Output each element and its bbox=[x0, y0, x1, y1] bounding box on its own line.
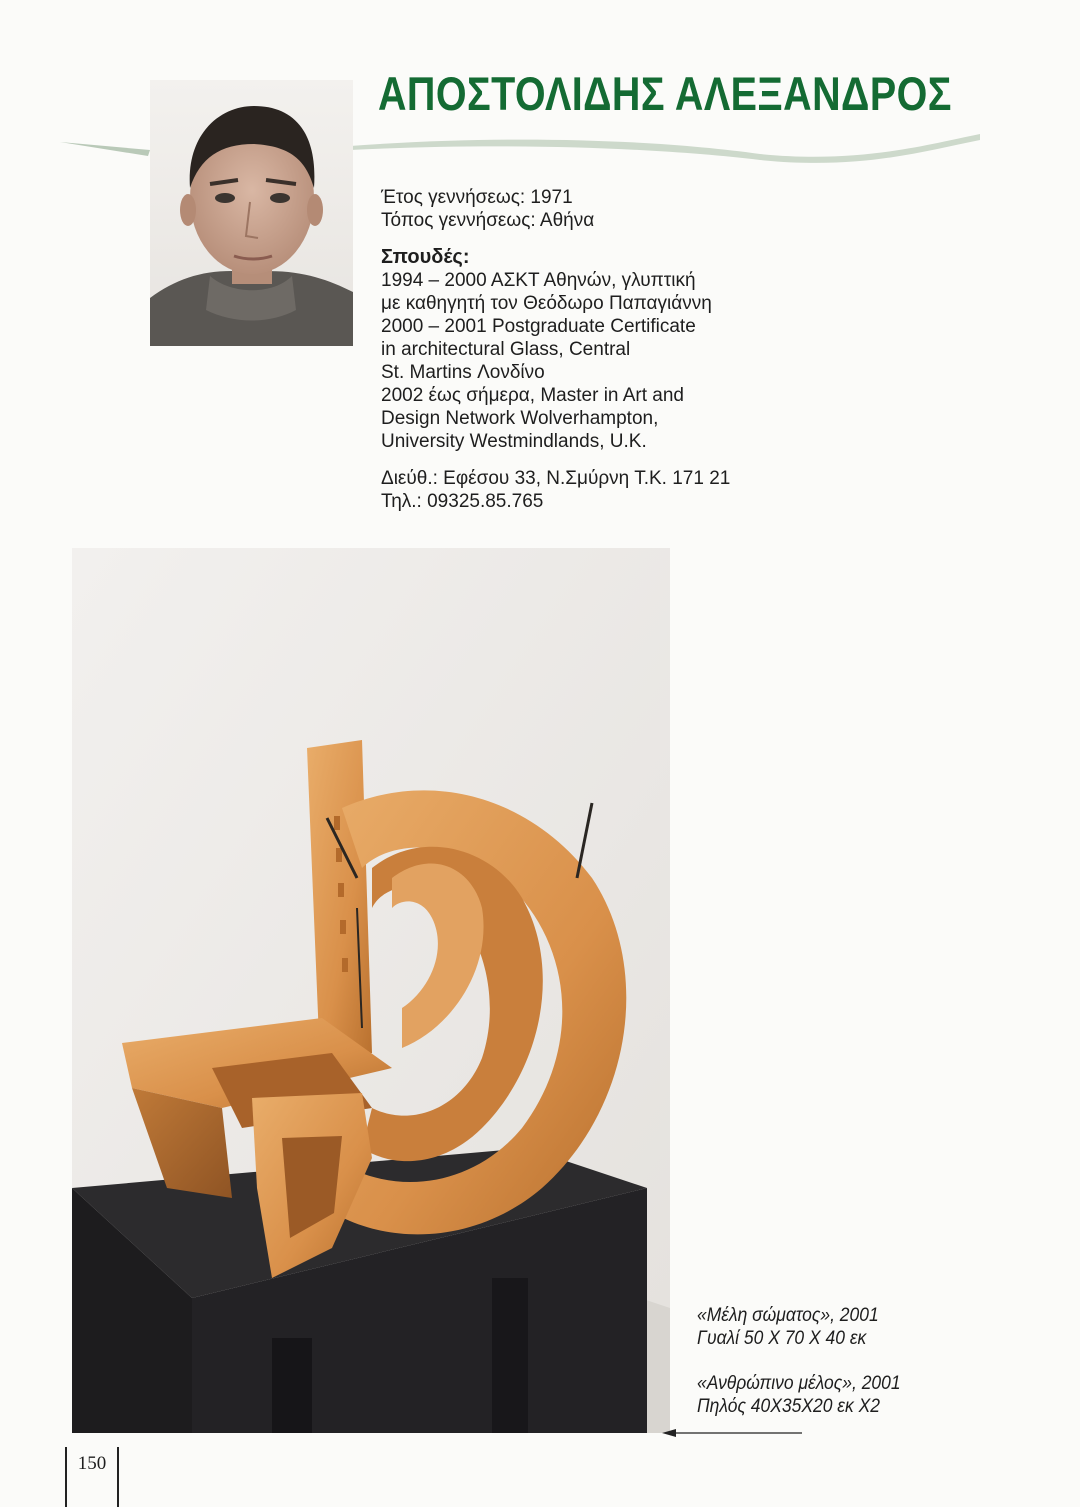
studies-line: 2002 έως σήμερα, Master in Art and bbox=[381, 385, 684, 406]
artist-name: ΑΠΟΣΤΟΛΙΔΗΣ ΑΛΕΞΑΝΔΡΟΣ bbox=[378, 67, 952, 120]
caption-title: «Ανθρώπινο μέλος», 2001 bbox=[697, 1373, 901, 1394]
page-number: 150 bbox=[65, 1447, 119, 1507]
caption-details: Πηλός 40Χ35Χ20 εκ Χ2 bbox=[697, 1396, 880, 1417]
studies-line: St. Martins Λονδίνο bbox=[381, 362, 545, 383]
studies-heading: Σπουδές: bbox=[381, 246, 470, 268]
birth-place: Τόπος γεννήσεως: Αθήνα bbox=[381, 210, 595, 231]
studies-line: in architectural Glass, Central bbox=[381, 339, 631, 360]
contact-phone: Τηλ.: 09325.85.765 bbox=[381, 491, 544, 512]
studies-line: 2000 – 2001 Postgraduate Certificate bbox=[381, 316, 696, 337]
studies-line: Design Network Wolverhampton, bbox=[381, 408, 659, 429]
sculpture-photo bbox=[72, 548, 670, 1433]
birth-year: Έτος γεννήσεως: 1971 bbox=[381, 187, 573, 208]
contact-address: Διεύθ.: Εφέσου 33, Ν.Σμύρνη Τ.Κ. 171 21 bbox=[381, 468, 731, 489]
artwork-captions bbox=[697, 1304, 1027, 1418]
studies-line: με καθηγητή τον Θεόδωρο Παπαγιάννη bbox=[381, 293, 712, 314]
studies-line: 1994 – 2000 ΑΣΚΤ Αθηνών, γλυπτική bbox=[381, 270, 696, 291]
artist-bio bbox=[381, 186, 941, 513]
caption-details: Γυαλί 50 Χ 70 Χ 40 εκ bbox=[697, 1328, 867, 1349]
artist-portrait bbox=[150, 80, 353, 346]
caption-arrow-icon bbox=[662, 1426, 802, 1440]
caption-title: «Μέλη σώματος», 2001 bbox=[697, 1305, 879, 1326]
studies-line: University Westmindlands, U.K. bbox=[381, 431, 647, 452]
